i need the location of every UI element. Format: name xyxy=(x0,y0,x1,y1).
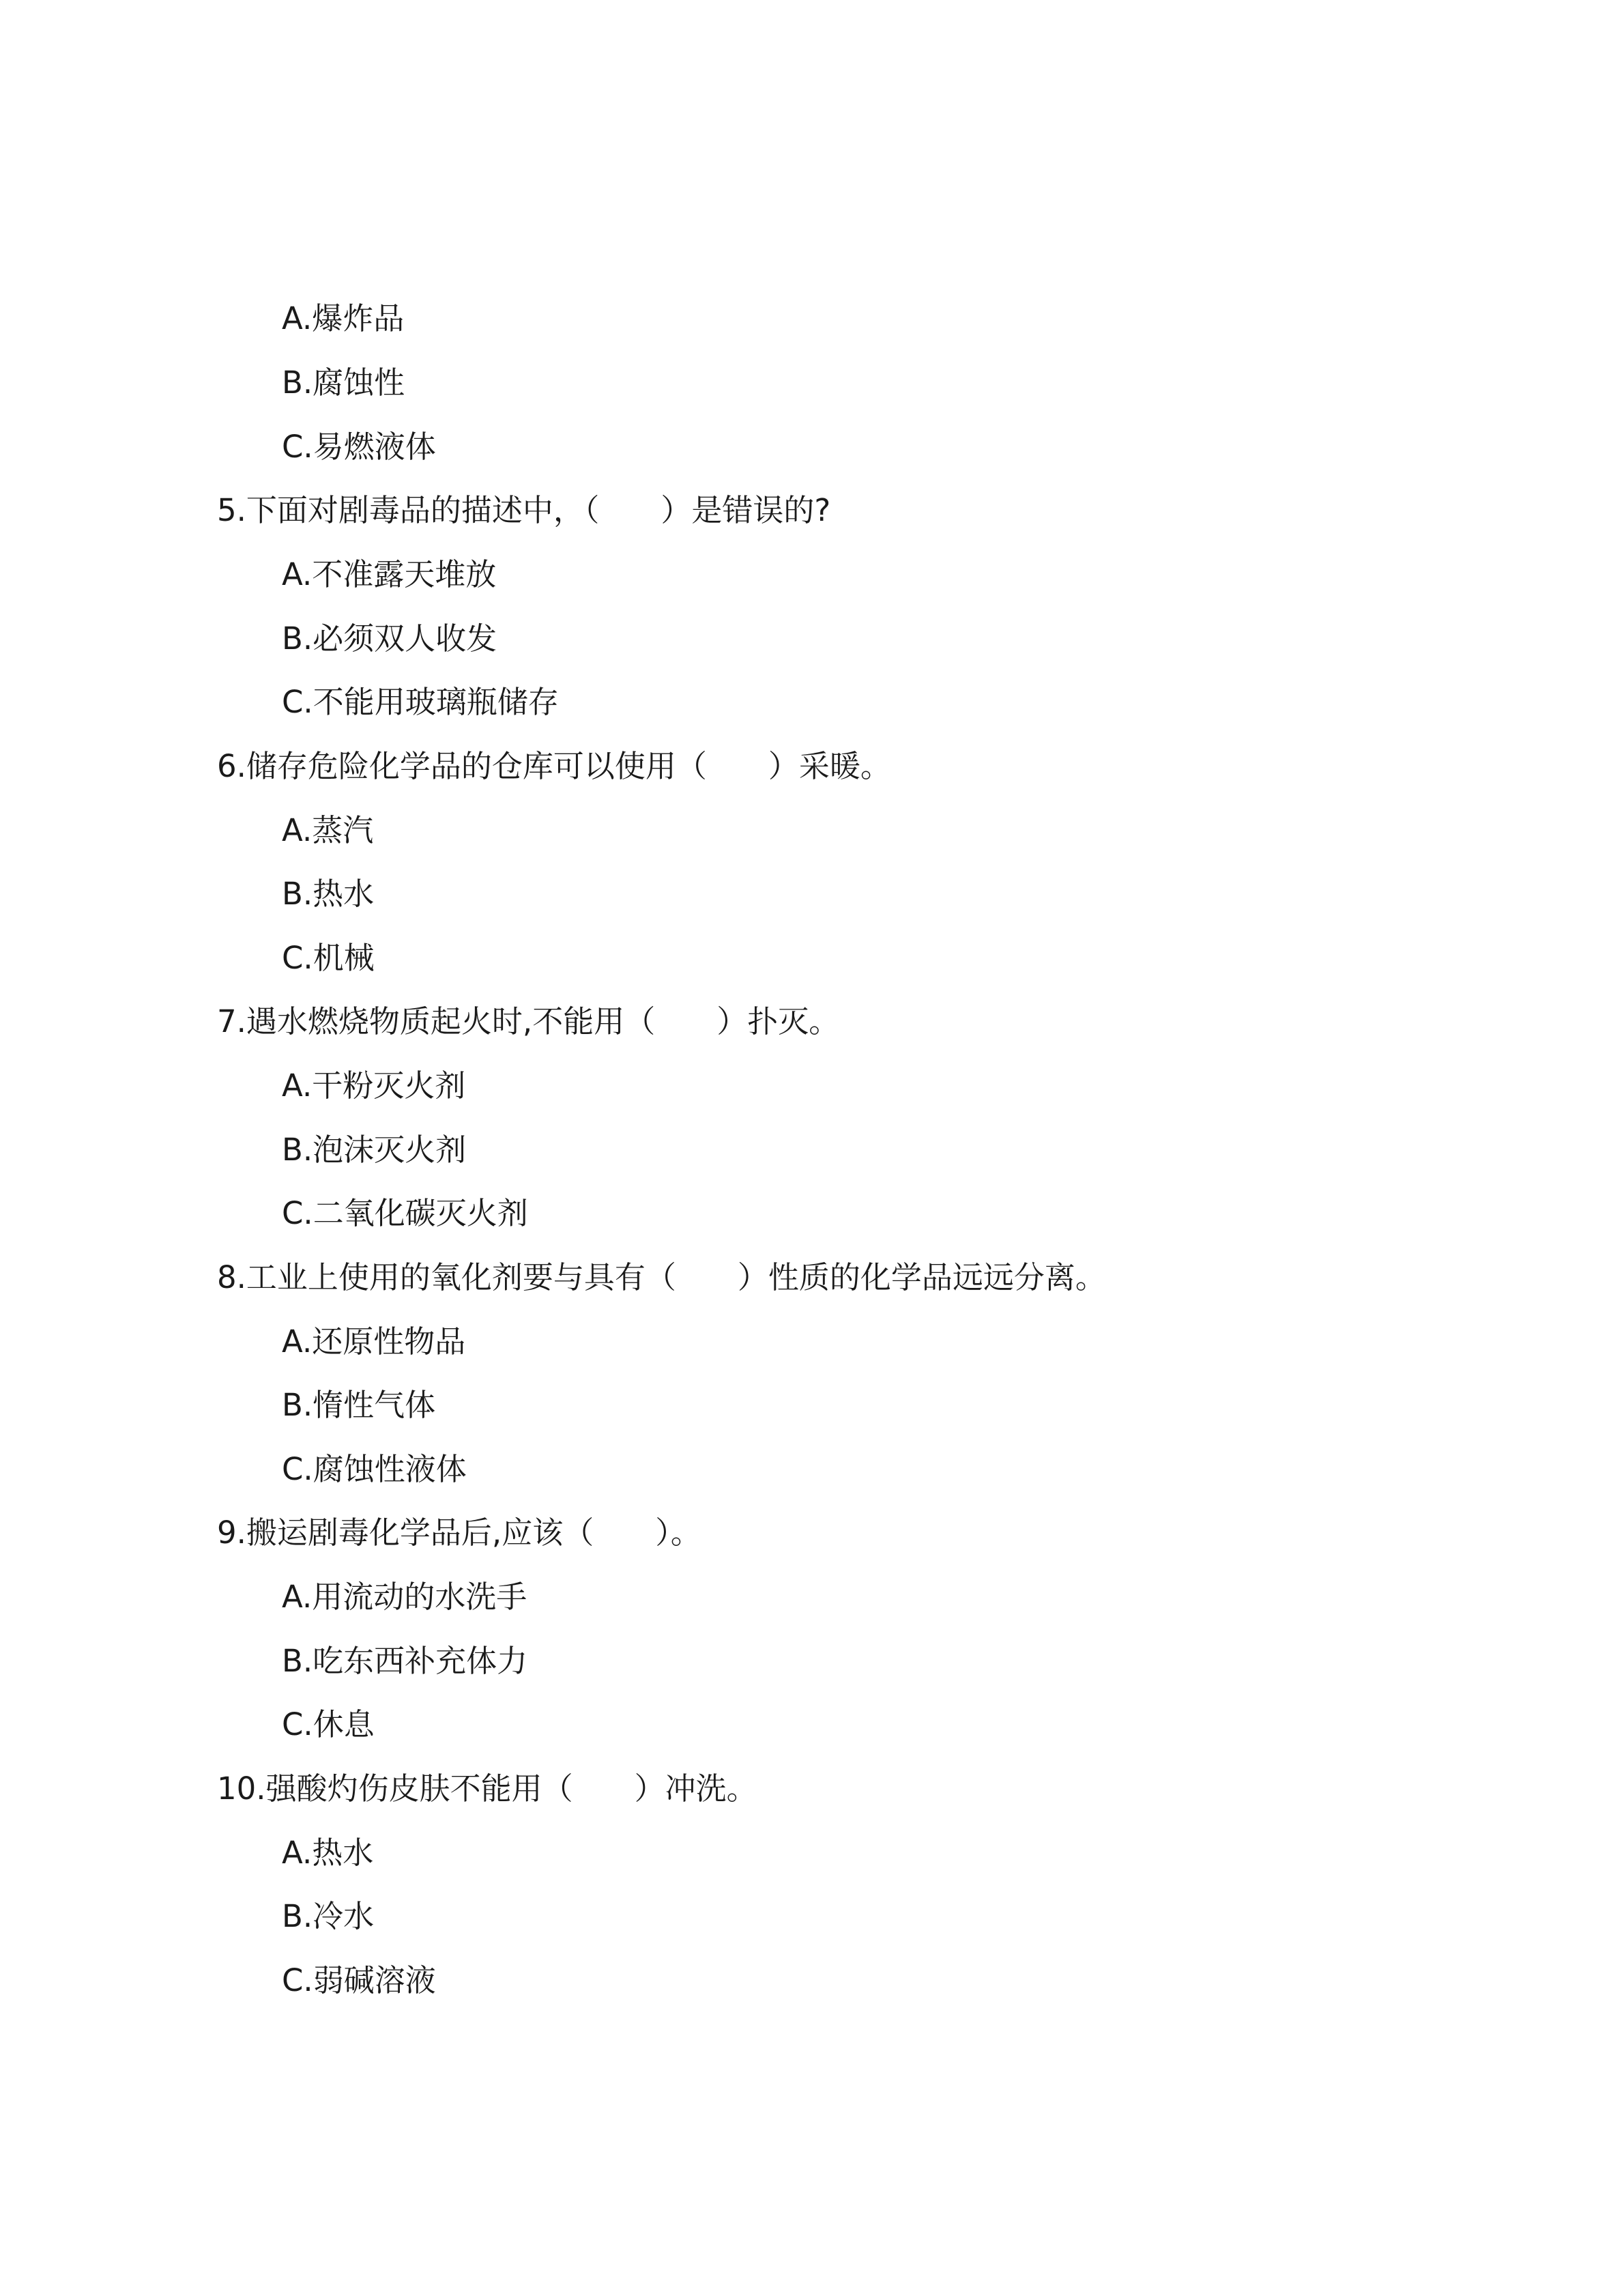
option-7b: B.泡沫灭火剂 xyxy=(282,1132,467,1168)
question-9: 9.搬运剧毒化学品后,应该（ ）。 xyxy=(217,1515,701,1551)
option-4a: A.爆炸品 xyxy=(282,300,405,336)
question-5: 5.下面对剧毒品的描述中，（ ）是错误的? xyxy=(217,492,831,528)
question-6: 6.储存危险化学品的仓库可以使用（ ）采暖。 xyxy=(217,748,891,784)
option-8a: A.还原性物品 xyxy=(282,1323,466,1360)
option-5b: B.必须双人收发 xyxy=(282,620,497,657)
option-4b: B.腐蚀性 xyxy=(282,364,405,401)
option-10b: B.冷水 xyxy=(282,1898,375,1934)
question-8: 8.工业上使用的氧化剂要与具有（ ）性质的化学品远远分离。 xyxy=(217,1259,1106,1295)
option-4c: C.易燃液体 xyxy=(282,429,436,465)
option-6a: A.蒸汽 xyxy=(282,812,374,848)
question-10: 10.强酸灼伤皮肤不能用（ ）冲洗。 xyxy=(217,1770,757,1807)
option-7a: A.干粉灭火剂 xyxy=(282,1067,466,1104)
option-5a: A.不准露天堆放 xyxy=(282,556,497,592)
option-5c: C.不能用玻璃瓶储存 xyxy=(282,684,559,720)
option-7c: C.二氧化碳灭火剂 xyxy=(282,1195,528,1231)
option-9b: B.吃东西补充体力 xyxy=(282,1643,528,1679)
option-6b: B.热水 xyxy=(282,876,375,912)
option-10a: A.热水 xyxy=(282,1835,374,1871)
option-9a: A.用流动的水洗手 xyxy=(282,1579,527,1615)
option-6c: C.机械 xyxy=(282,940,375,976)
option-9c: C.休息 xyxy=(282,1706,375,1742)
option-10c: C.弱碱溶液 xyxy=(282,1962,436,1998)
question-7: 7.遇水燃烧物质起火时,不能用（ ）扑灭。 xyxy=(217,1003,840,1039)
option-8b: B.惰性气体 xyxy=(282,1387,436,1423)
option-8c: C.腐蚀性液体 xyxy=(282,1451,467,1487)
